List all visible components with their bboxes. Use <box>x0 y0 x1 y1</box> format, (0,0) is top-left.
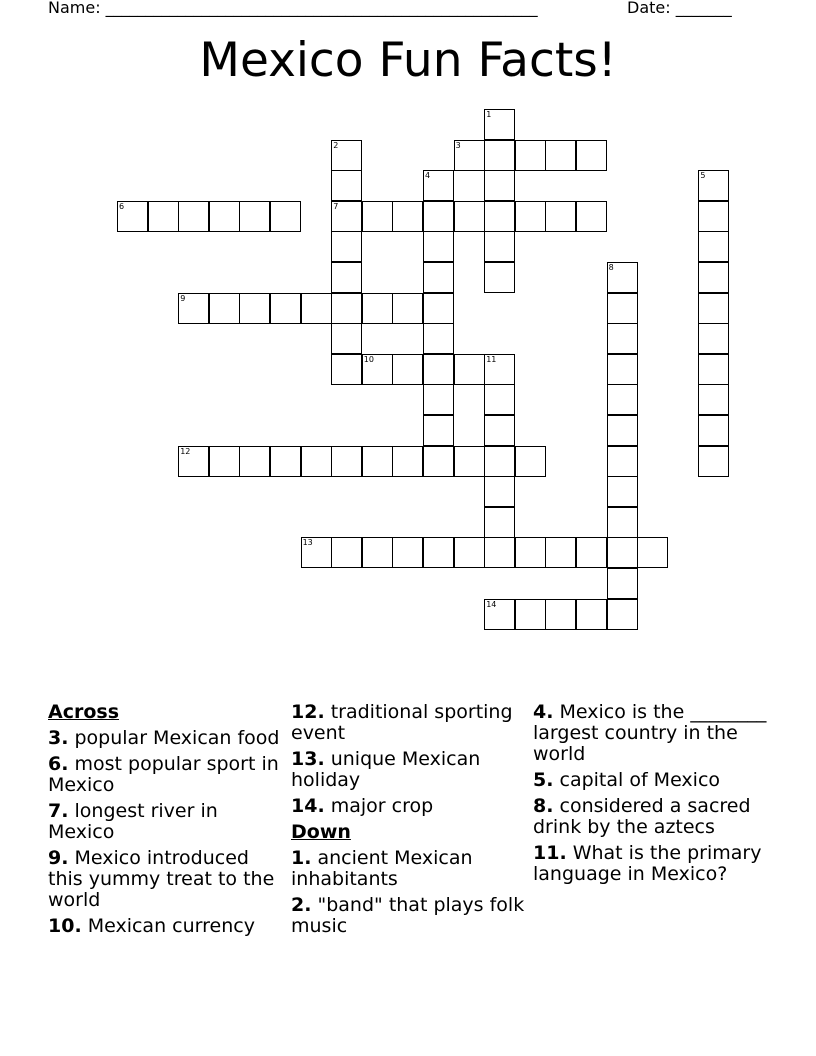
clue-number-6: 6 <box>119 201 125 211</box>
grid-cell[interactable] <box>331 231 362 262</box>
grid-cell[interactable] <box>423 415 454 446</box>
grid-cell[interactable] <box>515 201 546 232</box>
clue-down-4: 4. Mexico is the ________ largest country in the world <box>533 701 767 765</box>
grid-cell[interactable] <box>607 415 638 446</box>
page-title: Mexico Fun Facts! <box>199 33 617 88</box>
grid-cell[interactable] <box>270 293 301 324</box>
clue-number-11: 11 <box>486 354 497 364</box>
grid-cell[interactable] <box>484 201 515 232</box>
grid-cell[interactable] <box>484 537 515 568</box>
grid-cell[interactable] <box>607 568 638 599</box>
grid-cell[interactable] <box>423 293 454 324</box>
grid-cell[interactable] <box>576 599 607 630</box>
grid-cell[interactable] <box>148 201 179 232</box>
grid-cell[interactable] <box>270 446 301 477</box>
grid-cell[interactable] <box>301 446 332 477</box>
grid-cell[interactable] <box>423 537 454 568</box>
grid-cell[interactable] <box>545 140 576 171</box>
grid-cell[interactable] <box>454 446 485 477</box>
grid-cell[interactable] <box>484 476 515 507</box>
grid-cell[interactable] <box>362 446 393 477</box>
grid-cell[interactable] <box>239 446 270 477</box>
grid-cell[interactable] <box>607 293 638 324</box>
clue-across-13: 13. unique Mexican holiday <box>291 748 481 791</box>
clue-number-12: 12 <box>180 446 191 456</box>
grid-cell[interactable] <box>698 201 729 232</box>
clue-across-14: 14. major crop <box>291 795 434 817</box>
grid-cell[interactable] <box>576 140 607 171</box>
clue-across-12: 12. traditional sporting event <box>291 701 513 744</box>
down-heading: Down <box>291 821 351 843</box>
grid-cell[interactable] <box>607 446 638 477</box>
grid-cell[interactable] <box>392 293 423 324</box>
grid-cell[interactable] <box>423 262 454 293</box>
clue-number-7: 7 <box>333 201 339 211</box>
grid-cell[interactable] <box>423 201 454 232</box>
grid-cell[interactable] <box>484 446 515 477</box>
grid-cell[interactable] <box>239 201 270 232</box>
grid-cell[interactable] <box>392 537 423 568</box>
grid-cell[interactable] <box>484 384 515 415</box>
grid-cell[interactable] <box>607 476 638 507</box>
grid-cell[interactable] <box>545 537 576 568</box>
grid-cell[interactable] <box>270 201 301 232</box>
clue-number-5: 5 <box>700 171 706 181</box>
grid-cell[interactable] <box>698 323 729 354</box>
grid-cell[interactable] <box>698 231 729 262</box>
grid-cell[interactable] <box>331 170 362 201</box>
clue-across-10: 10. Mexican currency <box>48 915 255 937</box>
grid-cell[interactable] <box>209 201 240 232</box>
clue-number-4: 4 <box>425 171 431 181</box>
grid-cell[interactable] <box>209 293 240 324</box>
grid-cell[interactable] <box>331 293 362 324</box>
clue-number-14: 14 <box>486 599 497 609</box>
grid-cell[interactable] <box>454 354 485 385</box>
clue-across-6: 6. most popular sport in Mexico <box>48 753 279 796</box>
grid-cell[interactable] <box>362 293 393 324</box>
date-line: Date: _______ <box>627 0 732 17</box>
clue-number-8: 8 <box>608 263 614 272</box>
clue-across-7: 7. longest river in Mexico <box>48 800 218 843</box>
grid-cell[interactable] <box>698 446 729 477</box>
grid-cell[interactable] <box>239 293 270 324</box>
grid-cell[interactable] <box>515 599 546 630</box>
grid-cell[interactable] <box>423 323 454 354</box>
grid-cell[interactable] <box>423 354 454 385</box>
grid-cell[interactable] <box>607 599 638 630</box>
grid-cell[interactable] <box>576 537 607 568</box>
clue-number-1: 1 <box>486 110 492 119</box>
grid-cell[interactable] <box>607 384 638 415</box>
grid-cell[interactable] <box>607 507 638 538</box>
clue-down-1: 1. ancient Mexican inhabitants <box>291 847 473 890</box>
name-line: Name: ______________________________________________________ <box>48 0 538 17</box>
grid-cell[interactable] <box>484 140 515 171</box>
clue-column-2 <box>291 702 527 942</box>
grid-cell[interactable] <box>392 354 423 385</box>
grid-cell[interactable] <box>331 446 362 477</box>
grid-cell[interactable] <box>698 384 729 415</box>
grid-cell[interactable] <box>301 293 332 324</box>
clue-across-3: 3. popular Mexican food <box>48 727 280 749</box>
grid-cell[interactable] <box>362 201 393 232</box>
clue-number-2: 2 <box>333 140 339 150</box>
grid-cell[interactable] <box>423 384 454 415</box>
grid-cell[interactable] <box>362 537 393 568</box>
grid-cell[interactable] <box>392 201 423 232</box>
grid-cell[interactable] <box>484 262 515 293</box>
grid-cell[interactable] <box>331 323 362 354</box>
grid-cell[interactable] <box>331 354 362 385</box>
across-heading: Across <box>48 701 120 723</box>
grid-cell[interactable] <box>209 446 240 477</box>
grid-cell[interactable] <box>545 201 576 232</box>
grid-cell[interactable] <box>484 507 515 538</box>
grid-cell[interactable] <box>607 323 638 354</box>
clue-down-8: 8. considered a sacred drink by the aztecs <box>533 795 751 838</box>
clue-across-9: 9. Mexico introduced this yummy treat to the world <box>48 847 275 911</box>
grid-cell[interactable] <box>484 170 515 201</box>
grid-cell[interactable] <box>698 293 729 324</box>
grid-cell[interactable] <box>454 201 485 232</box>
grid-cell[interactable] <box>698 415 729 446</box>
grid-cell[interactable] <box>484 231 515 262</box>
grid-cell[interactable] <box>423 446 454 477</box>
grid-cell[interactable] <box>515 446 546 477</box>
clue-column-1 <box>48 702 284 942</box>
clue-number-3: 3 <box>455 140 461 150</box>
grid-cell[interactable] <box>698 354 729 385</box>
grid-cell[interactable] <box>576 201 607 232</box>
grid-cell[interactable] <box>331 262 362 293</box>
grid-cell[interactable] <box>515 537 546 568</box>
clue-number-10: 10 <box>363 354 374 364</box>
clue-down-2: 2. "band" that plays folk music <box>291 894 525 937</box>
clue-down-11: 11. What is the primary language in Mexico? <box>533 842 762 885</box>
grid-cell[interactable] <box>637 537 668 568</box>
grid-cell[interactable] <box>454 537 485 568</box>
grid-cell[interactable] <box>331 537 362 568</box>
grid-cell[interactable] <box>515 140 546 171</box>
clue-down-5: 5. capital of Mexico <box>533 769 721 791</box>
grid-cell[interactable] <box>392 446 423 477</box>
grid-cell[interactable] <box>698 262 729 293</box>
grid-cell[interactable] <box>178 201 209 232</box>
grid-cell[interactable] <box>484 415 515 446</box>
grid-cell[interactable] <box>545 599 576 630</box>
clue-number-13: 13 <box>302 538 313 548</box>
grid-cell[interactable] <box>607 537 638 568</box>
grid-cell[interactable] <box>423 231 454 262</box>
clue-column-3 <box>533 702 769 890</box>
grid-cell[interactable] <box>607 354 638 385</box>
clue-number-9: 9 <box>180 293 186 303</box>
